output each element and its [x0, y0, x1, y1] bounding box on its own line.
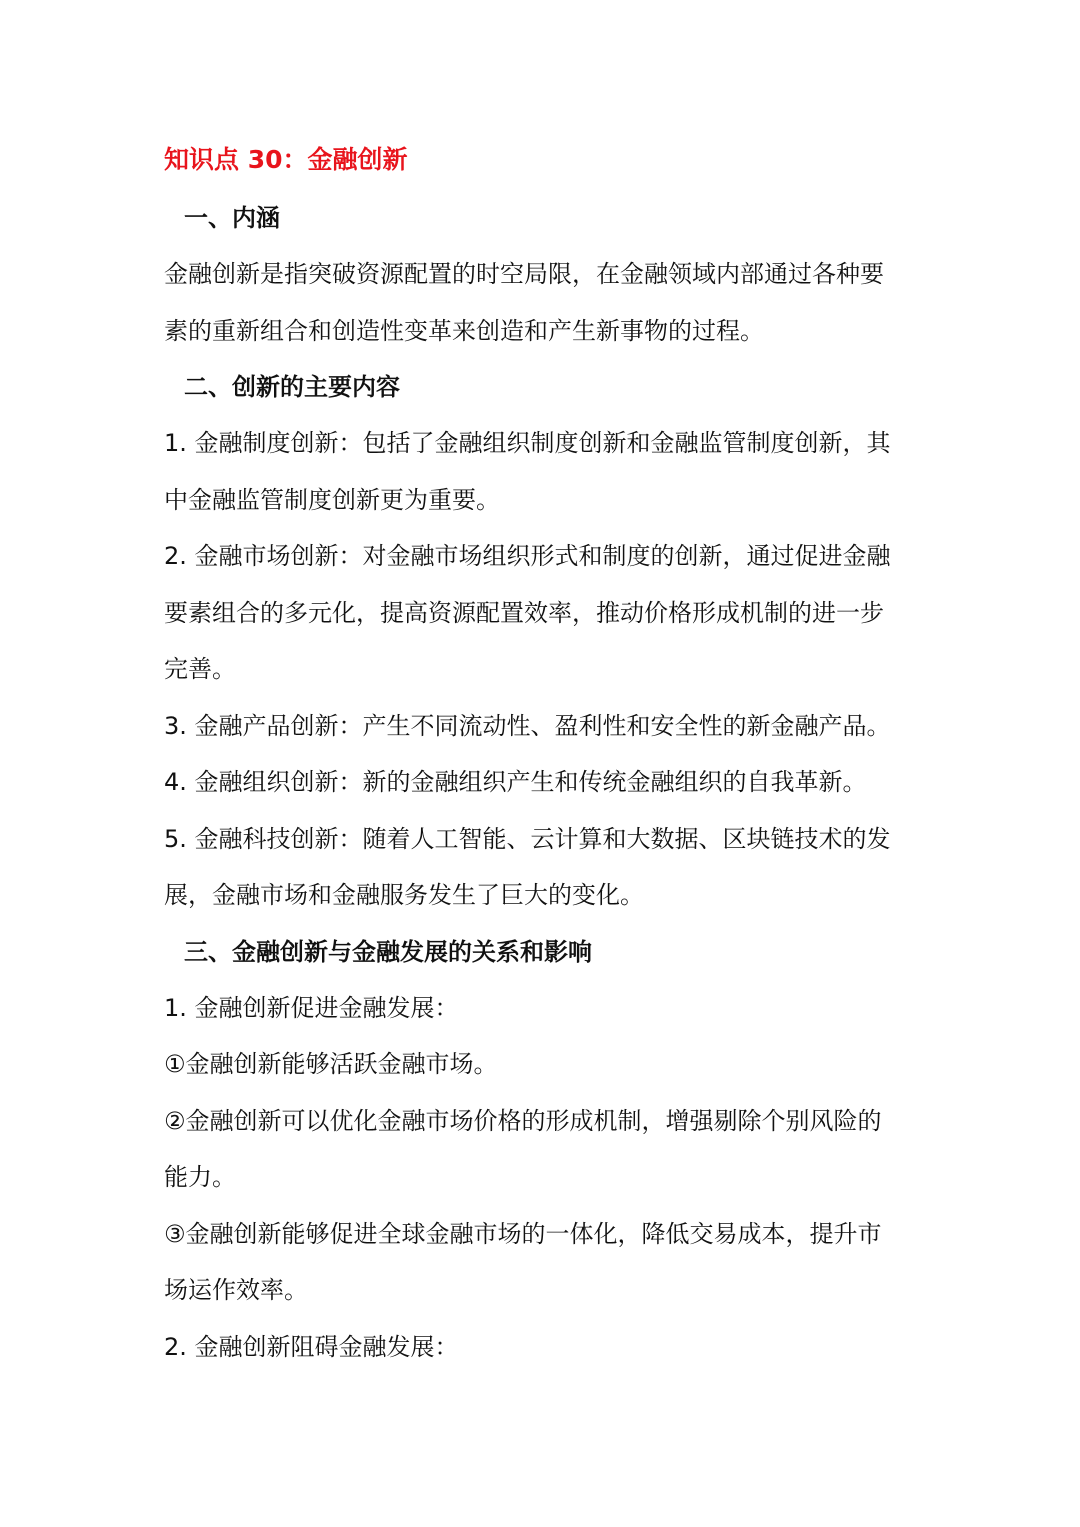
paragraph-point-1 [164, 1036, 920, 1093]
text-line: 3. 金融产品创新：产生不同流动性、盈利性和安全性的新金融产品。 [164, 711, 891, 740]
text-line: 能力。 [164, 1163, 236, 1191]
paragraph-definition [164, 246, 920, 359]
text-line: 2. 金融市场创新：对金融市场组织形式和制度的创新，通过促进金融 [164, 542, 891, 570]
paragraph-promote [164, 980, 920, 1037]
section-heading-2: 二、创新的主要内容 [184, 373, 400, 401]
section-heading-1: 一、内涵 [184, 204, 280, 232]
paragraph-item-5 [164, 811, 920, 924]
text-line: 展，金融市场和金融服务发生了巨大的变化。 [164, 881, 644, 909]
paragraph-item-2 [164, 528, 920, 698]
text-line: ①金融创新能够活跃金融市场。 [164, 1050, 498, 1078]
text-line: 5. 金融科技创新：随着人工智能、云计算和大数据、区块链技术的发 [164, 824, 891, 853]
paragraph-point-3 [164, 1206, 920, 1319]
text-line: ③金融创新能够促进全球金融市场的一体化，降低交易成本，提升市 [164, 1219, 882, 1248]
text-line: 1. 金融制度创新：包括了金融组织制度创新和金融监管制度创新，其 [164, 429, 891, 457]
paragraph-item-4 [164, 754, 920, 811]
text-line: 完善。 [164, 655, 236, 683]
paragraph-item-1 [164, 415, 920, 528]
paragraph-item-3 [164, 698, 920, 755]
document-content [164, 134, 920, 1375]
section-heading-3: 三、金融创新与金融发展的关系和影响 [184, 937, 592, 966]
text-line: 素的重新组合和创造性变革来创造和产生新事物的过程。 [164, 316, 764, 345]
text-line: 4. 金融组织创新：新的金融组织产生和传统金融组织的自我革新。 [164, 768, 867, 796]
text-line: 2. 金融创新阻碍金融发展： [164, 1332, 459, 1361]
paragraph-point-2 [164, 1093, 920, 1206]
page-title: 知识点 30：金融创新 [164, 145, 408, 174]
text-line: ②金融创新可以优化金融市场价格的形成机制，增强剔除个别风险的 [164, 1106, 882, 1135]
paragraph-hinder [164, 1319, 920, 1376]
text-line: 要素组合的多元化，提高资源配置效率，推动价格形成机制的进一步 [164, 598, 884, 627]
text-line: 中金融监管制度创新更为重要。 [164, 485, 500, 514]
text-line: 1. 金融创新促进金融发展： [164, 993, 459, 1022]
text-line: 金融创新是指突破资源配置的时空局限，在金融领域内部通过各种要 [164, 260, 884, 288]
text-line: 场运作效率。 [164, 1276, 308, 1304]
